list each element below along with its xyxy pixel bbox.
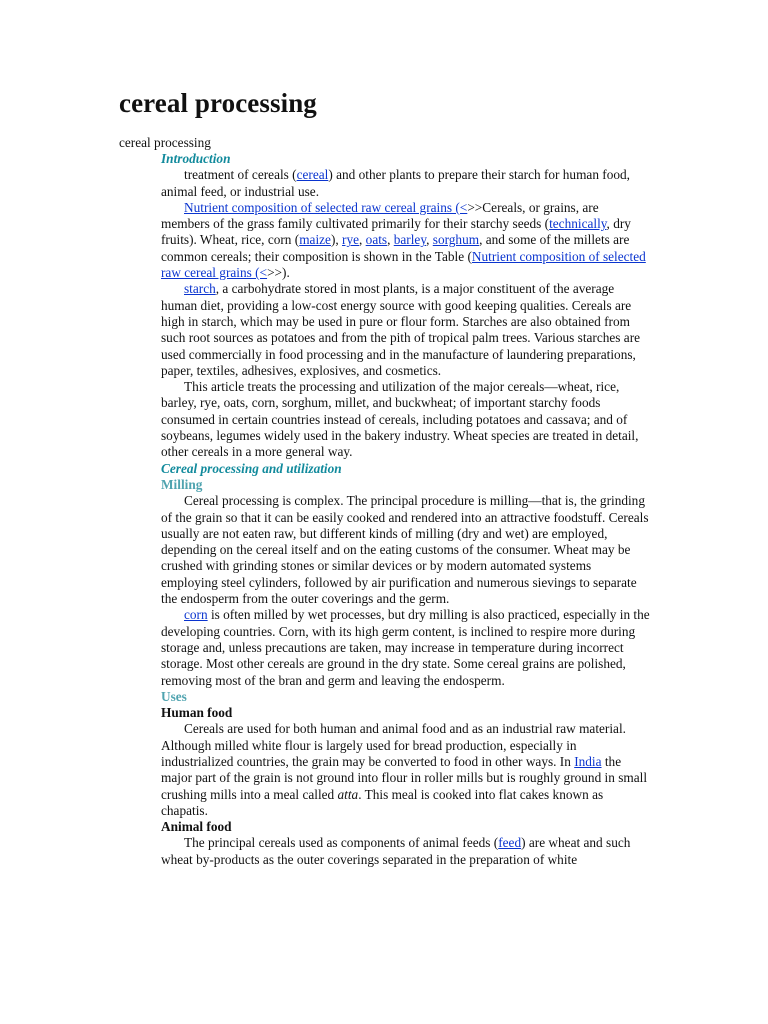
- text-run: ) and other plants to prepare their starch for human food, animal feed, or industrial use.: [161, 167, 630, 199]
- paragraph-intro-3: [161, 281, 650, 379]
- document-body: [161, 151, 650, 868]
- text-run: , and some of the millets are common cereals; their composition is shown in the Table (: [161, 232, 630, 264]
- link-nutrient-composition-table[interactable]: Nutrient composition of selected raw cereal grains (<: [161, 248, 646, 281]
- term-atta: atta: [337, 786, 359, 802]
- paragraph-milling-1: Cereal processing is complex. The principal procedure is milling—that is, the grinding of the grain so that it can be easily cooked and rendered into an attractive foodstuff. Cereals usually are not eaten raw, but different kinds of milling (dry and wet) are employed, depending on the cereal itself and on the eating customs of the consumer. Wheat may be crushed with grinding stones or similar devices or by modern automated systems employing steel cylinders, followed by air purification and numerous sievings to separate the endosperm from the outer coverings and the germ.: [161, 493, 649, 607]
- text-run: ),: [330, 232, 343, 248]
- link-sorghum[interactable]: sorghum: [432, 232, 480, 248]
- paragraph-human-food: [161, 721, 650, 819]
- text-run: >>Cereals, or grains, are members of the grass family cultivated primarily for their starchy seeds (: [161, 199, 599, 232]
- link-corn[interactable]: corn: [184, 607, 208, 623]
- text-run: , dry fruits). Wheat, rice, corn (: [161, 216, 631, 248]
- link-india[interactable]: India: [574, 753, 602, 769]
- text-run: . This meal is cooked into flat cakes known as chapatis.: [161, 786, 604, 818]
- heading-introduction: Introduction: [161, 151, 231, 166]
- text-run: ,: [359, 232, 366, 248]
- link-technically[interactable]: technically: [549, 216, 607, 232]
- heading-animal-food: Animal food: [161, 819, 232, 835]
- text-run: treatment of cereals (: [184, 167, 297, 183]
- page-title: cereal processing: [119, 88, 317, 118]
- text-run: ) are wheat and such wheat by-products as the outer coverings separated in the preparation of white: [161, 835, 631, 867]
- text-run: the major part of the grain is not ground into flour in roller mills but is roughly ground in small crushing mills into a meal called: [161, 753, 648, 802]
- paragraph-intro-4: This article treats the processing and utilization of the major cereals—wheat, rice, barley, rye, oats, corn, sorghum, millet, and buckwheat; of important starchy foods consumed in certain countries instead of cereals, including potatoes and cassava; and of soybeans, legumes widely used in the bakery industry. Wheat species are treated in detail, other cereals in a more general way.: [161, 379, 639, 460]
- link-maize[interactable]: maize: [299, 232, 331, 248]
- paragraph-animal-food: [161, 835, 650, 868]
- link-feed[interactable]: feed: [498, 835, 522, 851]
- text-run: , a carbohydrate stored in most plants, is a major constituent of the average human diet, providing a low-cost energy source with good keeping qualities. Cereals are high in starch, which may be used in pure or flour form. Starches are also obtained from such root sources as potatoes and from the pith of tropical palm trees. Various starches are used commercially in food processing and in the manufacture of laundering preparations, paper, textiles, adhesives, explosives, and cosmetics.: [161, 281, 641, 378]
- link-rye[interactable]: rye: [342, 232, 360, 248]
- heading-milling: Milling: [161, 476, 203, 492]
- paragraph-intro-1: [161, 167, 650, 200]
- document-subtitle: cereal processing: [119, 135, 211, 150]
- heading-uses: Uses: [161, 688, 187, 704]
- link-nutrient-composition[interactable]: Nutrient composition of selected raw cereal grains (<: [184, 199, 468, 215]
- text-run: ,: [387, 232, 394, 248]
- text-run: ,: [426, 232, 433, 248]
- text-run: >>).: [267, 265, 290, 281]
- text-run: is often milled by wet processes, but dry milling is also practiced, especially in the developing countries. Corn, with its high germ content, is inclined to respire more during storage and, unless precautions are taken, may increase in temperature during incorrect storage. Most other cereals are ground in the dry state. Some cereal grains are polished, removing most of the bran and germ and leaving the endosperm.: [161, 607, 650, 688]
- heading-human-food: Human food: [161, 705, 233, 721]
- heading-cereal-processing-and-utilization: Cereal processing and utilization: [161, 460, 342, 476]
- link-barley[interactable]: barley: [393, 232, 427, 248]
- paragraph-intro-2: [161, 200, 650, 281]
- text-run: The principal cereals used as components of animal feeds (: [184, 835, 499, 851]
- paragraph-milling-2: [161, 607, 650, 688]
- link-starch[interactable]: starch: [184, 281, 216, 297]
- text-run: Cereals are used for both human and animal food and as an industrial raw material. Although milled white flour is largely used for bread production, especially in industrialized countries, the grain may be converted to food in other ways. In: [161, 721, 626, 769]
- link-oats[interactable]: oats: [365, 232, 388, 248]
- link-cereal[interactable]: cereal: [296, 167, 329, 183]
